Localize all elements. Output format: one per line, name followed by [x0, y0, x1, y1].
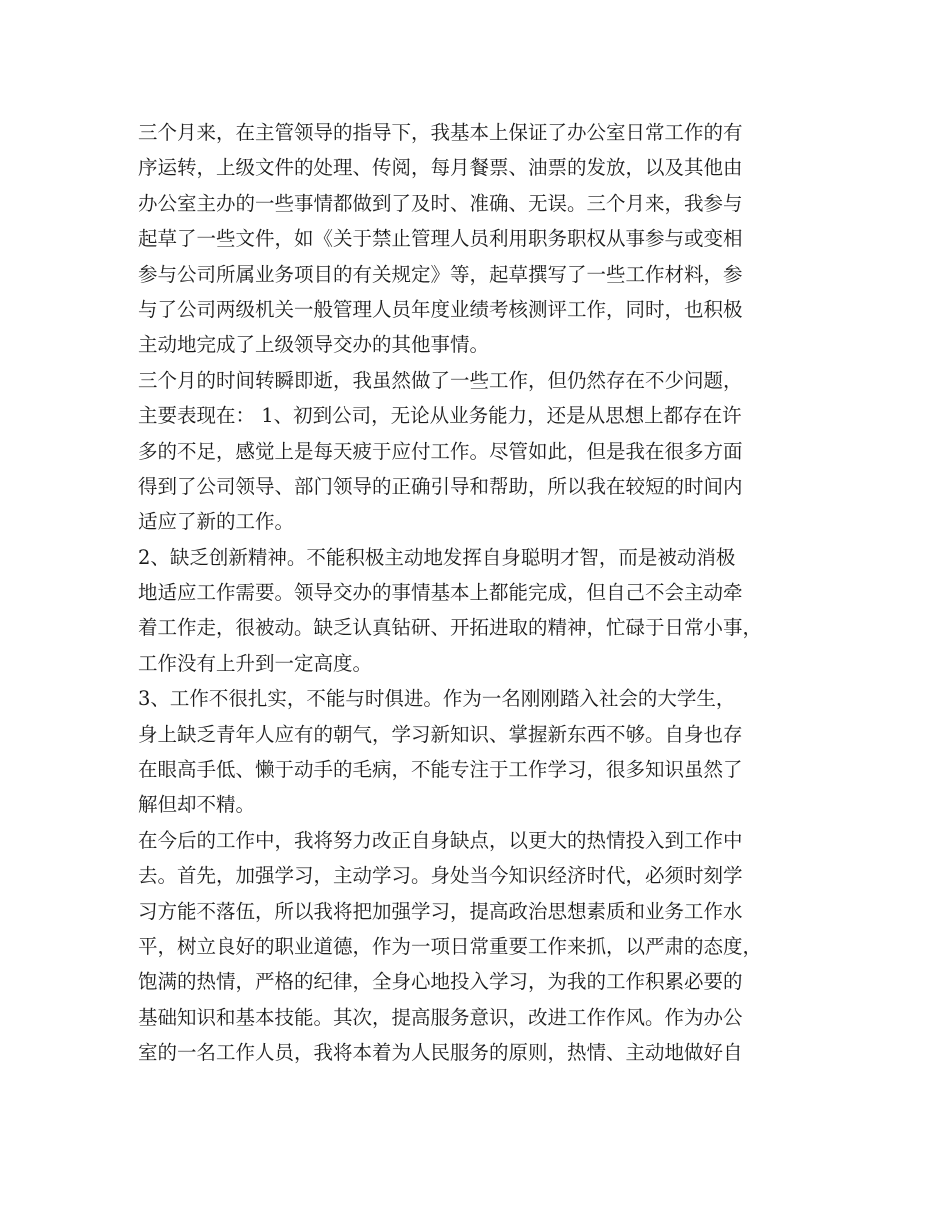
text-line: 起草了一些文件，如《关于禁止管理人员利用职务职权从事参与或变相 — [138, 227, 743, 251]
text-line: 序运转，上级文件的处理、传阅，每月餐票、油票的发放，以及其他由 — [138, 156, 743, 180]
text-line: 饱满的热情，严格的纪律，全身心地投入学习，为我的工作积累必要的 — [138, 970, 743, 994]
text-line: 三个月的时间转瞬即逝，我虽然做了一些工作，但仍然存在不少问题， — [138, 368, 743, 392]
text-line: 室的一名工作人员，我将本着为人民服务的原则，热情、主动地做好自 — [138, 1041, 743, 1065]
text-line: 3、工作不很扎实，不能与时俱进。作为一名刚刚踏入社会的大学生， — [138, 687, 736, 711]
text-line: 得到了公司领导、部门领导的正确引导和帮助，所以我在较短的时间内 — [138, 474, 743, 498]
text-line: 主要表现在： 1、初到公司，无论从业务能力，还是从思想上都存在许 — [138, 404, 742, 428]
document-body — [138, 115, 838, 1071]
text-line: 着工作走，很被动。缺乏认真钻研、开拓进取的精神，忙碌于日常小事， — [138, 616, 763, 640]
text-line: 基础知识和基本技能。其次，提高服务意识，改进工作作风。作为办公 — [138, 1005, 743, 1029]
text-line: 三个月来，在主管领导的指导下，我基本上保证了办公室日常工作的有 — [138, 121, 743, 144]
text-line: 2、缺乏创新精神。不能积极主动地发挥自身聪明才智，而是被动消极 — [138, 545, 736, 569]
text-line: 主动地完成了上级领导交办的其他事情。 — [138, 333, 490, 357]
text-line: 习方能不落伍，所以我将把加强学习，提高政治思想素质和业务工作水 — [138, 899, 743, 923]
text-line: 适应了新的工作。 — [138, 510, 295, 534]
text-line: 解但却不精。 — [138, 793, 256, 817]
text-line: 在今后的工作中，我将努力改正自身缺点，以更大的热情投入到工作中 — [138, 828, 743, 852]
text-line: 工作没有上升到一定高度。 — [138, 651, 373, 675]
text-line: 多的不足，感觉上是每天疲于应付工作。尽管如此，但是我在很多方面 — [138, 439, 743, 463]
text-line: 办公室主办的一些事情都做到了及时、准确、无误。三个月来，我参与 — [138, 191, 743, 215]
text-line: 平，树立良好的职业道德，作为一项日常重要工作来抓，以严肃的态度， — [138, 934, 763, 958]
text-line: 地适应工作需要。领导交办的事情基本上都能完成，但自己不会主动牵 — [138, 581, 743, 605]
text-line: 去。首先，加强学习，主动学习。身处当今知识经济时代，必须时刻学 — [138, 864, 743, 888]
text-line: 身上缺乏青年人应有的朝气，学习新知识、掌握新东西不够。自身也存 — [138, 722, 743, 746]
text-line: 在眼高手低、懒于动手的毛病，不能专注于工作学习，很多知识虽然了 — [138, 758, 743, 782]
text-line: 与了公司两级机关一般管理人员年度业绩考核测评工作，同时，也积极 — [138, 297, 743, 321]
text-line: 参与公司所属业务项目的有关规定》等，起草撰写了一些工作材料，参 — [138, 262, 743, 286]
